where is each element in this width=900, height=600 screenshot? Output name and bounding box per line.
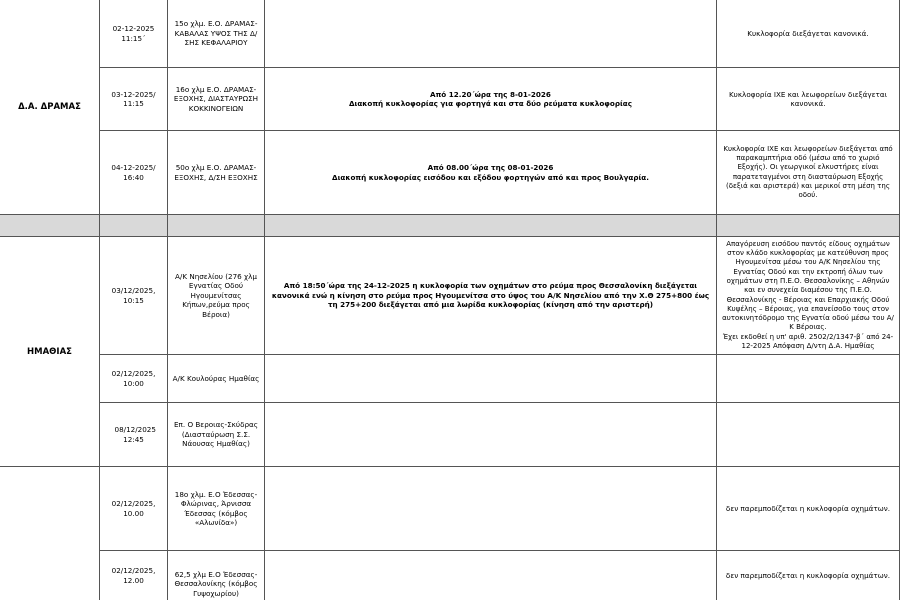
location-text: 16ο χλμ Ε.Ο. ΔΡΑΜΑΣ-ΕΞΟΧΗΣ, ΔΙΑΣΤΑΥΡΩΣΗ ΚΟΚΚΙΝΟΓΕΙΩΝ (173, 84, 259, 113)
status-text: Κυκλοφορία διεξάγεται κανονικά. (747, 28, 869, 38)
region-cell-drama (0, 0, 100, 215)
measure-text: Από 18:50΄ώρα της 24-12-2025 η κυκλοφορία των οχημάτων στο ρεύμα προς Θεσσαλονίκη διεξάγεται κανονικά ενώ η κίνηση στο ρεύμα προς Ηγουμενίτσα στο ύψος του Α/Κ Νησελίου από την Χ.Θ 275+800 έως τη 275+200 διεξάγεται από μια λωρίδα κυκλοφορίας (κίνηση από την αριστερή) (271, 281, 710, 310)
location-cell (168, 68, 265, 131)
status-text: δεν παρεμποδίζεται η κυκλοφορία οχημάτων. (725, 503, 891, 513)
date-text: 02/12/2025, 12.00 (111, 566, 156, 585)
status-cell (717, 237, 900, 355)
measure-time: Από 12.20΄ώρα της 8-01-2026 (430, 89, 551, 99)
status-cell (717, 403, 900, 467)
location-text: Α/Κ Νησελίου (276 χλμ Εγνατίας Οδού Ηγουμενίτσας Κήπων,ρεύμα προς Βέροια) (174, 271, 258, 319)
date-cell (100, 131, 168, 215)
date-cell (100, 355, 168, 403)
date-cell (100, 467, 168, 551)
region-label: ΗΜΑΘΙΑΣ (27, 346, 72, 357)
region-label: Δ.Α. ΔΡΑΜΑΣ (18, 102, 81, 112)
status-cell (717, 68, 900, 131)
date-text: 02/12/2025, 10:00 (111, 369, 156, 388)
measure-cell (265, 467, 717, 551)
status-cell (717, 131, 900, 215)
measure-cell (265, 355, 717, 403)
separator-row (168, 215, 265, 237)
measure-cell (265, 403, 717, 467)
location-text: 50ο χλμ Ε.Ο. ΔΡΑΜΑΣ-ΕΞΟΧΗΣ, Δ/ΣΗ ΕΞΟΧΗΣ (174, 163, 258, 182)
date-cell (100, 68, 168, 131)
status-cell (717, 551, 900, 600)
status-text: δεν παρεμποδίζεται η κυκλοφορία οχημάτων. (725, 570, 891, 580)
measure-cell (265, 551, 717, 600)
location-cell (168, 551, 265, 600)
location-text: 15ο χλμ. Ε.Ο. ΔΡΑΜΑΣ-ΚΑΒΑΛΑΣ ΥΨΟΣ ΤΗΣ Δ/ΣΗΣ ΚΕΦΑΛΑΡΙΟΥ (174, 19, 258, 48)
location-cell (168, 0, 265, 68)
status-cell (717, 0, 900, 68)
measure-cell (265, 0, 717, 68)
measure-cell (265, 131, 717, 215)
date-text: 02/12/2025, 10.00 (111, 499, 156, 518)
date-cell (100, 403, 168, 467)
measure-text: Διακοπή κυκλοφορίας εισόδου και εξόδου φορτηγών από και προς Βουλγαρία. (332, 172, 649, 182)
separator-row (100, 215, 168, 237)
location-cell (168, 467, 265, 551)
region-cell-next (0, 467, 100, 600)
status-text: Κυκλοφορία ΙΧΕ και λεωφορείων διεξάγεται από παρακαμπτήρια οδό (μέσω από το χωριό Εξοχής). Οι γεωργικοί ελκυστήρες είναι παρατεταγμένοι στη διασταύρωση Εξοχής (δεξιά και αριστερά) και μερικοί στη μέση της οδού. (723, 144, 893, 200)
status-text: Απαγόρευση εισόδου παντός είδους οχημάτων στον κλάδο κυκλοφορίας με κατεύθυνση προς Ηγουμενίτσα μέσω του Α/Κ Νησελίου της Εγνατίας Οδού και την εκτροπή όλων των οχημάτων στη Π.Ε.Ο. Θεσσαλονίκης – Αθηνών και εν συνεχεία διαμέσου της Π.Ε.Ο. Θεσσαλονίκης - Βέροιας και Επαρχιακής Οδού Κυψέλης – Βέροιας, για επανείσοδο τους στον αυτοκινητόδρομο της Εγνατία οδού μέσω του Α/Κ Βέροιας. (722, 239, 894, 332)
status-cell (717, 467, 900, 551)
separator-row (717, 215, 900, 237)
date-text: 04-12-2025/ 16:40 (111, 163, 156, 182)
location-cell (168, 355, 265, 403)
date-cell (100, 237, 168, 355)
location-cell (168, 403, 265, 467)
location-text: 62,5 χλμ Ε.Ο Έδεσσας-Θεσσαλονίκης (κόμβος Γυψοχωρίου) (174, 569, 258, 598)
date-text: 02-12-2025 11:15΄ (112, 24, 155, 43)
location-text: Επ. Ο Βεροιας-Σκύδρας (Διασταύρωση Σ.Σ. Νάουσας Ημαθίας) (174, 420, 258, 449)
date-cell (100, 551, 168, 600)
date-text: 08/12/2025 12:45 (114, 425, 156, 444)
measure-block (349, 90, 632, 109)
location-text: 18ο χλμ. Ε.Ο Έδεσσας-Φλώρινας, Άρνισσα Έδεσσας (κόμβος «Αλωνίδα») (174, 489, 258, 527)
date-text: 03/12/2025, 10:15 (111, 286, 156, 305)
separator-row (0, 215, 100, 237)
status-block (720, 240, 896, 352)
location-cell (168, 237, 265, 355)
measure-time: Από 08.00΄ώρα της 08-01-2026 (427, 163, 554, 172)
status-cell (717, 355, 900, 403)
location-cell (168, 131, 265, 215)
date-text: 03-12-2025/ 11:15 (111, 89, 156, 108)
region-cell-imathia (0, 237, 100, 467)
location-text: Α/Κ Κουλούρας Ημαθίας (172, 373, 260, 383)
date-cell (100, 0, 168, 68)
measure-text: Διακοπή κυκλοφορίας για φορτηγά και στα δύο ρεύματα κυκλοφορίας (348, 99, 632, 108)
measure-block (332, 163, 649, 182)
measure-cell (265, 68, 717, 131)
decision-text: Έχει εκδοθεί η υπ' αριθ. 2502/2/1347-β΄ από 24-12-2025 Απόφαση Δ/ντη Δ.Α. Ημαθίας (722, 332, 894, 350)
measure-cell (265, 237, 717, 355)
status-text: Κυκλοφορία ΙΧΕ και λεωφορείων διεξάγεται κανονικά. (728, 89, 888, 108)
separator-row (265, 215, 717, 237)
